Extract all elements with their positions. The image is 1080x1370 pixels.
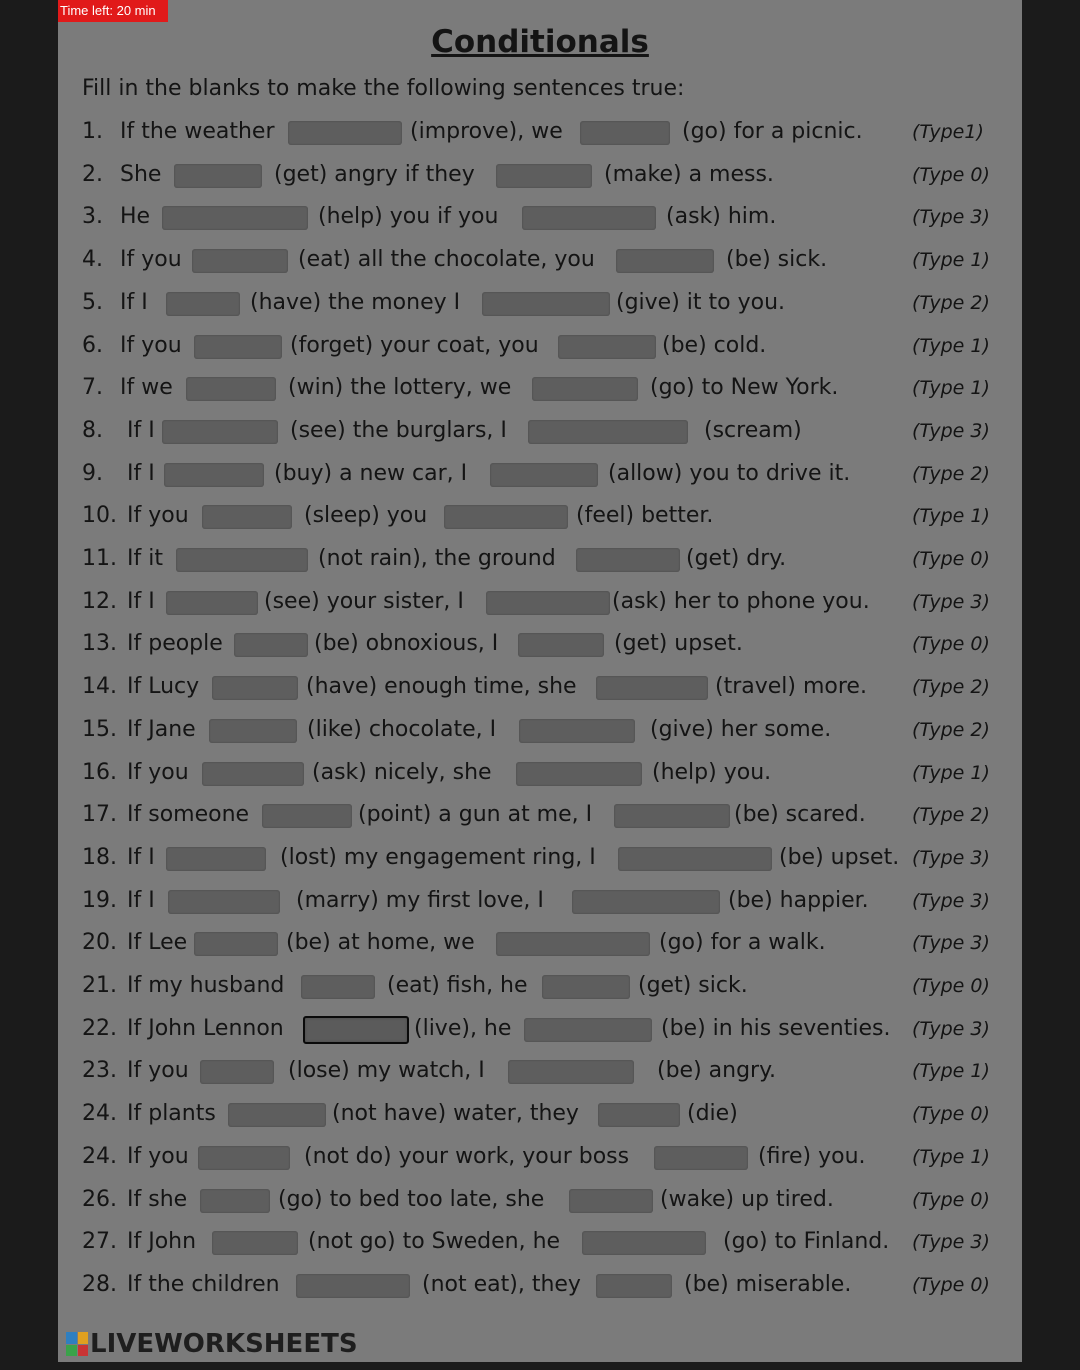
- worksheet-page: [58, 0, 1022, 1362]
- sentence-end: (scream): [704, 417, 802, 443]
- conditional-type-label: (Type 3): [912, 889, 990, 912]
- item-number: 12.: [82, 588, 117, 614]
- sentence-middle: (have) enough time, she: [306, 674, 577, 700]
- conditional-type-label: (Type1): [912, 121, 984, 143]
- sentence-end: (go) for a picnic.: [682, 119, 863, 144]
- item-number: 26.: [82, 1186, 117, 1212]
- sentence-middle: (be) obnoxious, I: [314, 631, 499, 657]
- exercise-row: [82, 838, 1022, 878]
- item-number: 8.: [82, 417, 103, 443]
- answer-blank-2[interactable]: [598, 1103, 680, 1127]
- exercise-row: [82, 454, 1022, 494]
- answer-blank-1[interactable]: [176, 548, 308, 572]
- answer-blank-1[interactable]: [198, 1146, 290, 1170]
- sentence-middle: (not have) water, they: [332, 1101, 579, 1127]
- sentence-start: If plants: [127, 1101, 216, 1127]
- conditional-type-label: (Type 0): [912, 633, 990, 656]
- item-number: 1.: [82, 119, 103, 144]
- exercise-row: [82, 795, 1022, 835]
- sentence-middle: (win) the lottery, we: [288, 375, 512, 401]
- conditional-type-label: (Type 1): [912, 334, 990, 357]
- exercise-row: [82, 1094, 1022, 1134]
- answer-blank-2[interactable]: [496, 932, 650, 956]
- sentence-end: (be) cold.: [662, 332, 767, 358]
- answer-blank-1[interactable]: [296, 1274, 410, 1298]
- sentence-start: If my husband: [127, 973, 285, 998]
- sentence-middle: (improve), we: [410, 119, 563, 144]
- exercise-row: [82, 368, 1022, 408]
- sentence-middle: (forget) your coat, you: [290, 332, 539, 358]
- liveworksheets-logo-icon: [66, 1332, 88, 1356]
- item-number: 21.: [82, 973, 117, 998]
- sentence-start: If I: [127, 588, 155, 614]
- sentence-start: If John Lennon: [127, 1015, 284, 1041]
- answer-blank-2[interactable]: [508, 1060, 634, 1084]
- sentence-middle: (marry) my first love, I: [296, 887, 544, 913]
- exercise-row: [82, 1265, 1022, 1305]
- exercise-row: [82, 582, 1022, 622]
- item-number: 7.: [82, 375, 103, 401]
- conditional-type-label: (Type 1): [912, 377, 990, 400]
- item-number: 28.: [82, 1271, 117, 1297]
- item-number: 5.: [82, 289, 103, 315]
- item-number: 11.: [82, 546, 117, 571]
- answer-blank-2[interactable]: [596, 676, 708, 700]
- item-number: 24.: [82, 1143, 117, 1169]
- conditional-type-label: (Type 3): [912, 1017, 990, 1040]
- answer-blank-2[interactable]: [542, 975, 630, 999]
- sentence-start: If I: [120, 289, 148, 315]
- sentence-end: (ask) her to phone you.: [612, 588, 870, 614]
- item-number: 13.: [82, 631, 117, 657]
- sentence-middle: (buy) a new car, I: [274, 460, 468, 486]
- answer-blank-2[interactable]: [528, 420, 688, 444]
- conditional-type-label: (Type 3): [912, 419, 990, 442]
- answer-blank-1[interactable]: [202, 505, 292, 529]
- sentence-start: If you: [120, 332, 182, 358]
- answer-blank-2[interactable]: [444, 505, 568, 529]
- sentence-middle: (like) chocolate, I: [307, 716, 497, 742]
- exercise-row: [82, 1222, 1022, 1262]
- sentence-middle: (not rain), the ground: [318, 546, 556, 571]
- conditional-type-label: (Type 0): [912, 163, 990, 186]
- conditional-type-label: (Type 3): [912, 846, 990, 869]
- sentence-middle: (lost) my engagement ring, I: [280, 844, 596, 870]
- sentence-end: (fire) you.: [758, 1143, 866, 1169]
- sentence-start: If the children: [127, 1271, 280, 1297]
- item-number: 10.: [82, 503, 117, 529]
- sentence-middle: (live), he: [414, 1015, 512, 1041]
- answer-blank-1[interactable]: [202, 762, 304, 786]
- sentence-middle: (eat) fish, he: [387, 973, 528, 998]
- sentence-middle: (eat) all the chocolate, you: [298, 247, 595, 273]
- answer-blank-2[interactable]: [596, 1274, 672, 1298]
- exercise-row: [82, 1051, 1022, 1091]
- exercise-row: [82, 326, 1022, 366]
- sentence-start: If Jane: [127, 716, 196, 742]
- item-number: 2.: [82, 161, 103, 187]
- item-number: 6.: [82, 332, 103, 358]
- sentence-start: If you: [127, 503, 189, 529]
- conditional-type-label: (Type 2): [912, 804, 990, 827]
- answer-blank-2[interactable]: [582, 1231, 706, 1255]
- sentence-end: (travel) more.: [715, 674, 867, 700]
- item-number: 14.: [82, 674, 117, 700]
- conditional-type-label: (Type 1): [912, 761, 990, 784]
- sentence-end: (be) happier.: [728, 887, 869, 913]
- sentence-end: (go) to New York.: [650, 375, 839, 401]
- sentence-start: If you: [127, 1143, 189, 1169]
- sentence-end: (feel) better.: [576, 503, 714, 529]
- sentence-middle: (lose) my watch, I: [288, 1058, 485, 1084]
- answer-blank-1[interactable]: [209, 719, 297, 743]
- answer-blank-2[interactable]: [580, 121, 670, 145]
- logo-text: LIVEWORKSHEETS: [90, 1329, 358, 1359]
- exercise-row: [82, 753, 1022, 793]
- sentence-end: (wake) up tired.: [660, 1186, 834, 1212]
- sentence-middle: (help) you if you: [318, 204, 499, 230]
- exercise-row: [82, 240, 1022, 280]
- item-number: 9.: [82, 460, 103, 486]
- time-left-badge: Time left: 20 min: [58, 0, 168, 22]
- exercise-row: [82, 667, 1022, 707]
- answer-blank-1[interactable]: [166, 292, 240, 316]
- exercise-row: [82, 539, 1022, 579]
- exercise-row: [82, 1009, 1022, 1049]
- exercise-row: [82, 283, 1022, 323]
- answer-blank-2[interactable]: [518, 633, 604, 657]
- item-number: 23.: [82, 1058, 117, 1084]
- answer-blank-1[interactable]: [166, 591, 258, 615]
- exercise-row: [82, 1137, 1022, 1177]
- sentence-end: (allow) you to drive it.: [608, 460, 851, 486]
- sentence-end: (give) it to you.: [616, 289, 786, 315]
- answer-blank-2[interactable]: [616, 249, 714, 273]
- sentence-start: If we: [120, 375, 173, 401]
- sentence-middle: (point) a gun at me, I: [358, 802, 593, 828]
- answer-blank-1[interactable]: [212, 1231, 298, 1255]
- answer-blank-2[interactable]: [618, 847, 772, 871]
- conditional-type-label: (Type 0): [912, 1273, 990, 1296]
- sentence-middle: (see) the burglars, I: [290, 417, 507, 443]
- answer-blank-1[interactable]: [303, 1016, 409, 1044]
- item-number: 4.: [82, 247, 103, 273]
- sentence-start: If you: [120, 247, 182, 273]
- instructions-text: Fill in the blanks to make the following sentences true:: [82, 76, 685, 101]
- answer-blank-2[interactable]: [519, 719, 635, 743]
- sentence-end: (be) upset.: [779, 844, 900, 870]
- conditional-type-label: (Type 2): [912, 676, 990, 699]
- sentence-start: If I: [127, 417, 155, 443]
- item-number: 27.: [82, 1229, 117, 1255]
- answer-blank-2[interactable]: [490, 463, 598, 487]
- sentence-end: (make) a mess.: [604, 161, 774, 187]
- sentence-middle: (be) at home, we: [286, 930, 475, 956]
- answer-blank-2[interactable]: [522, 206, 656, 230]
- conditional-type-label: (Type 1): [912, 505, 990, 528]
- conditional-type-label: (Type 1): [912, 1145, 990, 1168]
- answer-blank-2[interactable]: [524, 1018, 652, 1042]
- exercise-row: [82, 624, 1022, 664]
- exercise-row: [82, 966, 1022, 1006]
- sentence-end: (go) for a walk.: [659, 930, 826, 956]
- sentence-start: If you: [127, 1058, 189, 1084]
- item-number: 16.: [82, 759, 117, 785]
- sentence-end: (be) sick.: [726, 247, 828, 273]
- answer-blank-1[interactable]: [186, 377, 276, 401]
- exercise-row: [82, 411, 1022, 451]
- answer-blank-2[interactable]: [496, 164, 592, 188]
- answer-blank-1[interactable]: [166, 847, 266, 871]
- sentence-end: (help) you.: [652, 759, 772, 785]
- answer-blank-1[interactable]: [212, 676, 298, 700]
- answer-blank-1[interactable]: [162, 420, 278, 444]
- exercise-row: [82, 710, 1022, 750]
- sentence-start: If I: [127, 844, 155, 870]
- exercise-row: [82, 112, 1022, 152]
- answer-blank-1[interactable]: [234, 633, 308, 657]
- sentence-start: If someone: [127, 802, 250, 828]
- item-number: 24.: [82, 1101, 117, 1127]
- conditional-type-label: (Type 0): [912, 975, 990, 997]
- exercise-row: [82, 155, 1022, 195]
- sentence-end: (be) scared.: [734, 802, 866, 828]
- conditional-type-label: (Type 3): [912, 590, 990, 613]
- sentence-middle: (not go) to Sweden, he: [308, 1229, 561, 1255]
- answer-blank-2[interactable]: [558, 335, 656, 359]
- sentence-end: (give) her some.: [650, 716, 832, 742]
- exercise-row: [82, 197, 1022, 237]
- item-number: 22.: [82, 1015, 117, 1041]
- item-number: 15.: [82, 716, 117, 742]
- sentence-start: She: [120, 161, 162, 187]
- conditional-type-label: (Type 3): [912, 932, 990, 955]
- sentence-middle: (go) to bed too late, she: [278, 1186, 545, 1212]
- sentence-end: (get) sick.: [638, 973, 748, 998]
- item-number: 3.: [82, 204, 103, 230]
- answer-blank-2[interactable]: [482, 292, 610, 316]
- sentence-start: If you: [127, 759, 189, 785]
- sentence-start: If I: [127, 887, 155, 913]
- sentence-start: If it: [127, 546, 163, 571]
- answer-blank-2[interactable]: [516, 762, 642, 786]
- answer-blank-1[interactable]: [164, 463, 264, 487]
- item-number: 20.: [82, 930, 117, 956]
- item-number: 17.: [82, 802, 117, 828]
- answer-blank-2[interactable]: [572, 890, 720, 914]
- sentence-start: If the weather: [120, 119, 275, 144]
- sentence-start: If Lucy: [127, 674, 200, 700]
- answer-blank-1[interactable]: [194, 932, 278, 956]
- answer-blank-1[interactable]: [301, 975, 375, 999]
- sentence-middle: (sleep) you: [304, 503, 428, 529]
- answer-blank-1[interactable]: [174, 164, 262, 188]
- answer-blank-2[interactable]: [532, 377, 638, 401]
- exercise-row: [82, 923, 1022, 963]
- conditional-type-label: (Type 2): [912, 291, 990, 314]
- conditional-type-label: (Type 0): [912, 1103, 990, 1126]
- sentence-start: If John: [127, 1229, 197, 1255]
- conditional-type-label: (Type 3): [912, 1231, 990, 1254]
- answer-blank-2[interactable]: [654, 1146, 748, 1170]
- liveworksheets-logo: [66, 1328, 358, 1360]
- answer-blank-2[interactable]: [576, 548, 680, 572]
- sentence-middle: (not eat), they: [422, 1271, 581, 1297]
- item-number: 19.: [82, 887, 117, 913]
- exercise-row: [82, 881, 1022, 921]
- conditional-type-label: (Type 2): [912, 718, 990, 741]
- conditional-type-label: (Type 1): [912, 249, 990, 272]
- sentence-middle: (see) your sister, I: [264, 588, 464, 614]
- conditional-type-label: (Type 2): [912, 462, 990, 485]
- sentence-start: If Lee: [127, 930, 188, 956]
- sentence-start: If people: [127, 631, 223, 657]
- sentence-end: (be) angry.: [657, 1058, 776, 1084]
- sentence-start: If I: [127, 460, 155, 486]
- item-number: 18.: [82, 844, 117, 870]
- answer-blank-2[interactable]: [614, 804, 730, 828]
- sentence-end: (ask) him.: [666, 204, 777, 230]
- conditional-type-label: (Type 1): [912, 1060, 990, 1083]
- sentence-end: (be) in his seventies.: [661, 1015, 891, 1041]
- conditional-type-label: (Type 3): [912, 206, 990, 229]
- sentence-end: (get) upset.: [614, 631, 743, 657]
- sentence-end: (get) dry.: [686, 546, 787, 571]
- answer-blank-1[interactable]: [194, 335, 282, 359]
- answer-blank-1[interactable]: [200, 1060, 274, 1084]
- page-title: Conditionals: [431, 24, 649, 60]
- sentence-middle: (ask) nicely, she: [312, 759, 492, 785]
- answer-blank-1[interactable]: [200, 1189, 270, 1213]
- answer-blank-1[interactable]: [288, 121, 402, 145]
- sentence-end: (die): [687, 1101, 738, 1127]
- conditional-type-label: (Type 0): [912, 1188, 990, 1211]
- sentence-middle: (have) the money I: [250, 289, 461, 315]
- answer-blank-2[interactable]: [486, 591, 610, 615]
- conditional-type-label: (Type 0): [912, 548, 990, 570]
- answer-blank-1[interactable]: [262, 804, 352, 828]
- sentence-end: (be) miserable.: [684, 1271, 852, 1297]
- answer-blank-1[interactable]: [168, 890, 280, 914]
- answer-blank-2[interactable]: [569, 1189, 653, 1213]
- sentence-middle: (not do) your work, your boss: [304, 1143, 630, 1169]
- exercise-row: [82, 1180, 1022, 1220]
- sentence-start: He: [120, 204, 151, 230]
- answer-blank-1[interactable]: [162, 206, 308, 230]
- bottom-band: [0, 1362, 1080, 1370]
- answer-blank-1[interactable]: [228, 1103, 326, 1127]
- sentence-middle: (get) angry if they: [274, 161, 475, 187]
- sentence-start: If she: [127, 1186, 188, 1212]
- exercise-row: [82, 496, 1022, 536]
- answer-blank-1[interactable]: [192, 249, 288, 273]
- sentence-end: (go) to Finland.: [723, 1229, 890, 1255]
